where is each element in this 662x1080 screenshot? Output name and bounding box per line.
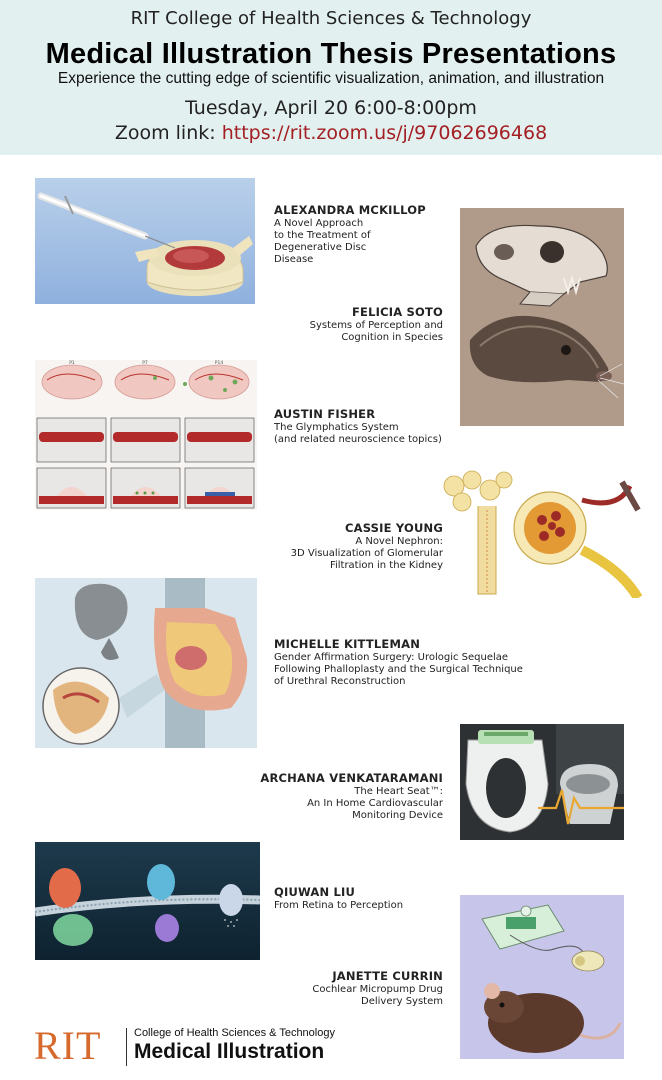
presenter-entry	[274, 885, 474, 912]
nephron-illustration	[432, 470, 642, 598]
glymphatics-figure	[35, 360, 257, 510]
college-name: RIT College of Health Sciences & Technology	[130, 8, 532, 29]
presenter-entry	[243, 771, 443, 822]
thesis-title-line: An In Home Cardiovascular	[307, 798, 443, 809]
zoom-line	[0, 122, 662, 144]
figure-label: P14	[214, 361, 224, 366]
thesis-title-line: Disease	[274, 254, 314, 265]
pelvic-anatomy-illustration	[35, 578, 257, 748]
header-banner	[0, 0, 662, 155]
thesis-title-line: (and related neuroscience topics)	[274, 434, 442, 445]
heart-seat-illustration	[460, 724, 624, 840]
retina-membrane-illustration	[35, 842, 260, 960]
presenter-name: MICHELLE KITTLEMAN	[274, 637, 421, 651]
footer-program-name: Medical Illustration	[134, 1040, 325, 1063]
presenter-name: ARCHANA VENKATARAMANI	[260, 771, 443, 785]
thesis-title-line: 3D Visualization of Glomerular	[290, 548, 443, 559]
presenter-entry	[243, 305, 443, 344]
thesis-title-line: Filtration in the Kidney	[329, 560, 443, 571]
thesis-title-line: Gender Affirmation Surgery: Urologic Sequelae	[274, 652, 509, 663]
figure-label: P7	[142, 361, 148, 366]
thesis-title-line: Systems of Perception and	[309, 320, 443, 331]
thesis-title-line: From Retina to Perception	[274, 900, 404, 911]
thesis-title-line: The Glymphatics System	[274, 422, 399, 433]
figure-label: P1	[69, 361, 75, 366]
zoom-label: Zoom link:	[114, 122, 222, 144]
micropump-mouse-illustration	[460, 895, 624, 1059]
thesis-title-line: Degenerative Disc	[274, 242, 367, 253]
thesis-title-line: Following Phalloplasty and the Surgical Technique	[274, 664, 523, 675]
presenter-name: ALEXANDRA MCKILLOP	[274, 203, 426, 217]
thesis-title-line: of Urethral Reconstruction	[274, 676, 406, 687]
thesis-title-line: Cognition in Species	[341, 332, 443, 343]
thesis-title-line: A Novel Nephron:	[355, 536, 443, 547]
presenter-name: CASSIE YOUNG	[344, 521, 443, 535]
thesis-title-line: Monitoring Device	[352, 810, 443, 821]
syringe-disc-illustration	[35, 178, 255, 304]
skull-rodent-illustration	[460, 208, 624, 426]
footer-divider	[126, 1028, 127, 1066]
presenter-entry	[274, 203, 474, 266]
presenter-name: QIUWAN LIU	[274, 885, 356, 899]
presenter-entry	[274, 637, 544, 688]
event-subtitle: Experience the cutting edge of scientific visualization, animation, and illustration	[57, 70, 605, 87]
presenter-name: FELICIA SOTO	[351, 305, 443, 319]
thesis-title-line: Delivery System	[361, 996, 443, 1007]
presenter-entry	[274, 407, 474, 446]
presenter-name: JANETTE CURRIN	[332, 969, 443, 983]
footer-college-name: College of Health Sciences & Technology	[134, 1027, 335, 1039]
presenter-entry	[243, 969, 443, 1008]
presenter-name: AUSTIN FISHER	[274, 407, 376, 421]
zoom-link[interactable]: https://rit.zoom.us/j/97062696468	[221, 122, 548, 144]
thesis-title-line: Cochlear Micropump Drug	[312, 984, 443, 995]
event-date: Tuesday, April 20 6:00-8:00pm	[185, 97, 477, 119]
event-title: Medical Illustration Thesis Presentations	[45, 38, 617, 70]
thesis-title-line: A Novel Approach	[274, 218, 364, 229]
presenter-entry	[243, 521, 443, 572]
thesis-title-line: to the Treatment of	[274, 230, 371, 241]
rit-logo: RIT	[34, 1023, 102, 1068]
thesis-title-line: The Heart Seat™:	[354, 786, 443, 797]
